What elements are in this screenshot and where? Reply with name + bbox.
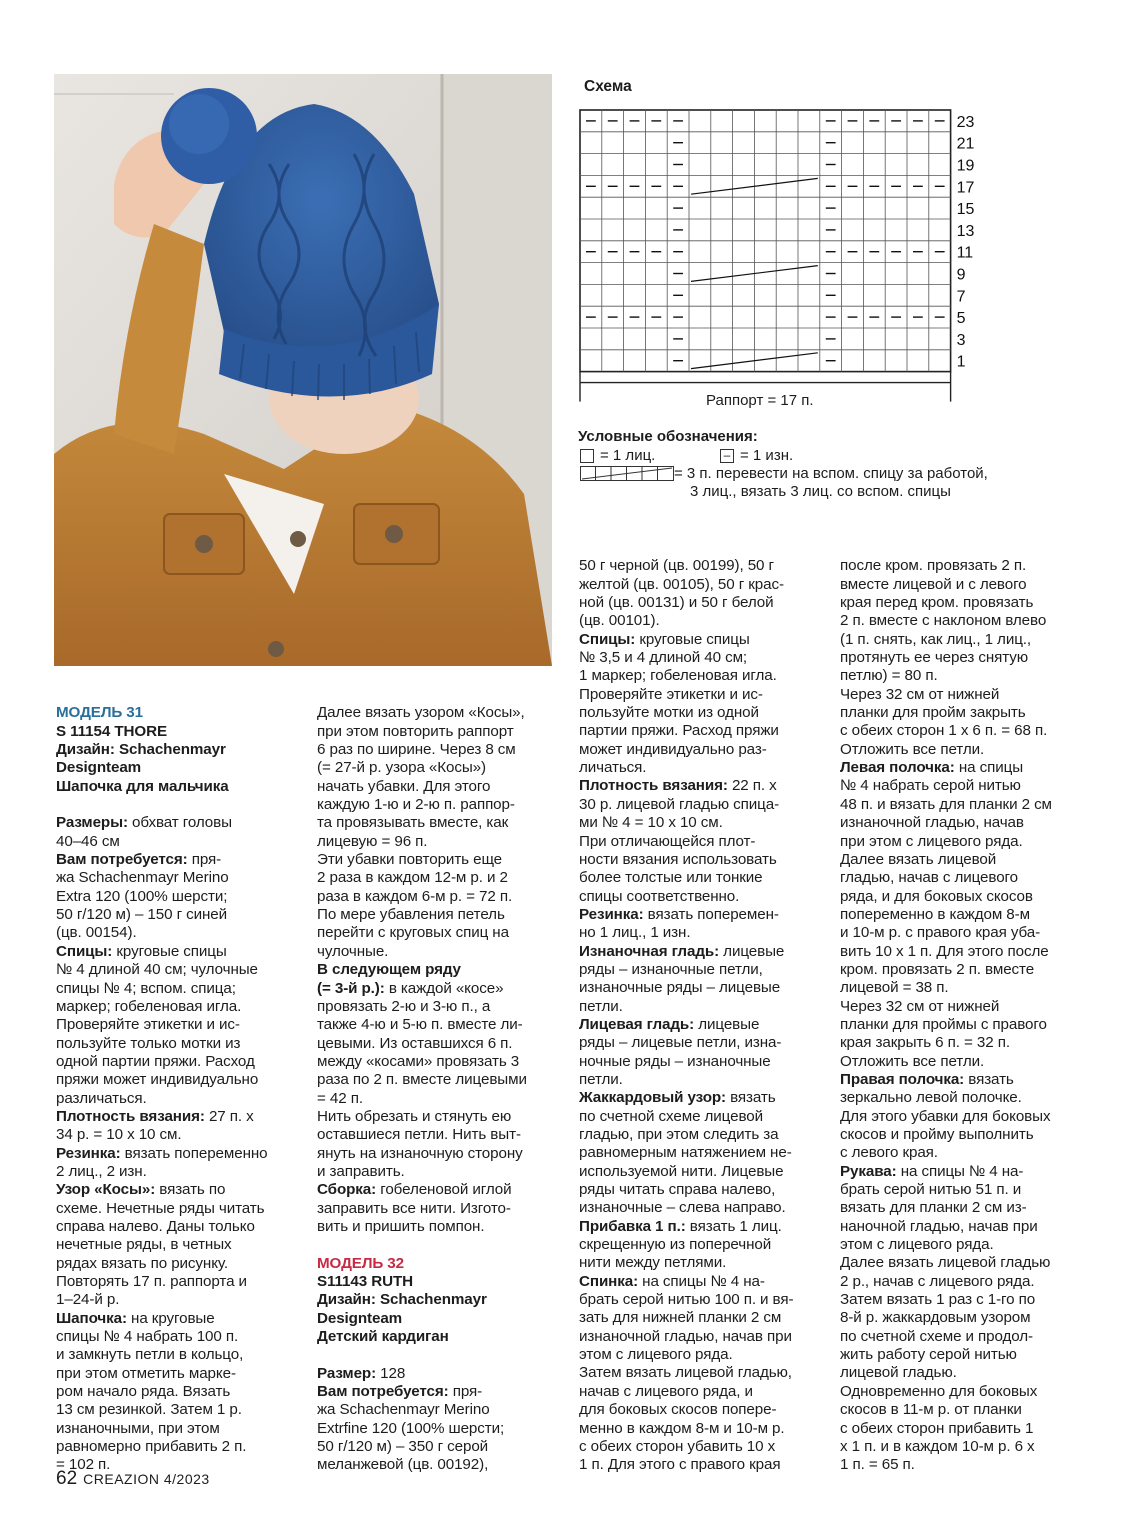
next-row-text-5: между «косами» провязать 3 — [317, 1052, 520, 1070]
hat-text-4: при этом отметить марке- — [56, 1364, 236, 1382]
legend-title: Условные обозначения: — [578, 428, 758, 445]
jacquard-text-7: изнаночные – слева направо. — [579, 1199, 786, 1217]
col2-line-11: раза в каждом 6-м р. = 72 п. — [317, 887, 513, 905]
col4-line-5: (1 п. снять, как лиц., 1 лиц., — [840, 630, 1032, 648]
hat-text-6: 13 см резинкой. Затем 1 р. — [56, 1401, 242, 1419]
stockinette-text: лицевые — [694, 1015, 760, 1033]
model-31-design: Дизайн: Schachenmayr — [56, 741, 226, 759]
rib32-text: вязать поперемен- — [643, 905, 779, 923]
col2-line-1: Далее вязать узором «Косы», — [317, 704, 525, 722]
cable-text-7: 1–24-й р. — [56, 1291, 120, 1309]
needles-text-6: пользуйте только мотки из — [56, 1034, 241, 1052]
reverse-stockinette-text-4: петли. — [579, 997, 623, 1015]
left-front-label: Левая полочка: — [840, 759, 955, 777]
stockinette-text-3: ночные ряды – изнаночные — [579, 1052, 771, 1070]
density32-text-2: 30 р. лицевой гладью спица- — [579, 795, 780, 813]
increase-text-2: скрещенную из поперечной — [579, 1236, 772, 1254]
assembly-text-3: вить и пришить помпон. — [317, 1217, 485, 1235]
rib32-text-2: но 1 лиц., 1 изн. — [579, 924, 691, 942]
hat-text-8: равномерно прибавить 2 п. — [56, 1438, 247, 1456]
density32-text-4: При отличающейся плот- — [579, 832, 756, 850]
back-text-8: для боковых скосов попере- — [579, 1401, 777, 1419]
needles-text-8: пряжи может индивидуально — [56, 1071, 259, 1089]
row-label-17: 17 — [956, 179, 975, 197]
hat-text-7: изнаночными, при этом — [56, 1419, 220, 1437]
assembly-text: гобеленовой иглой — [376, 1181, 512, 1199]
back-label: Спинка: — [579, 1272, 639, 1290]
hat-photo-illustration — [54, 74, 552, 666]
next-row-text-9: оставшиеся петли. Нить выт- — [317, 1126, 521, 1144]
col4-line-4: 2 п. вместе с наклоном влево — [840, 612, 1047, 630]
model-32-design: Дизайн: Schachenmayr — [317, 1291, 487, 1309]
left-front-text-4: изнаночной гладью, начав — [840, 814, 1024, 832]
jacquard-text-5: используемой нити. Лицевые — [579, 1162, 784, 1180]
col4-line-10: с обеих сторон 1 х 6 п. = 68 п. — [840, 722, 1048, 740]
jacquard-text-6: ряды читать справа налево, — [579, 1181, 776, 1199]
density32-label: Плотность вязания: — [579, 777, 728, 795]
density-text: 27 п. х — [204, 1107, 254, 1125]
need32-text-2: жа Schachenmayr Merino — [317, 1401, 490, 1419]
size-label: Размер: — [317, 1364, 377, 1382]
needles32-label: Спицы: — [579, 630, 636, 648]
left-front-text-17: Отложить все петли. — [840, 1052, 985, 1070]
sleeves-text-12: лицевой гладью. — [840, 1364, 957, 1382]
need32-text-5: меланжевой (цв. 00192), — [317, 1456, 489, 1474]
stockinette-label: Лицевая гладь: — [579, 1015, 695, 1033]
hat-text-9: = 102 п. — [56, 1456, 111, 1474]
sleeves-text-7: 2 р., начав с лицевого ряда. — [840, 1272, 1035, 1290]
legend-knit: = 1 лиц. — [600, 446, 656, 464]
rib-text-2: 2 лиц., 2 изн. — [56, 1162, 147, 1180]
back-text-2: брать серой нитью 100 п. и вя- — [579, 1291, 794, 1309]
right-front-text-4: скосов и пройму выполнить — [840, 1126, 1034, 1143]
need-text-2: жа Schachenmayr Merino — [56, 869, 229, 887]
needles32-text-4: Проверяйте этикетки и ис- — [579, 685, 763, 703]
col4-line-11: Отложить все петли. — [840, 740, 985, 758]
back-text-7: начав с лицевого ряда, и — [579, 1382, 753, 1400]
model-31-design2: Designteam — [56, 759, 142, 777]
col2-line-12: По мере убавления петель — [317, 906, 505, 924]
hat-label: Шапочка: — [56, 1309, 127, 1327]
back-text-9: менно в каждом 8-м и 10-м р. — [579, 1419, 785, 1437]
hat-text-5: ром начало ряда. Вязать — [56, 1383, 231, 1401]
col4-line-1: после кром. провязать 2 п. — [840, 557, 1027, 575]
col4-line-7: петлю) = 80 п. — [840, 667, 938, 685]
col2-line-7: та провязывать вместе, как — [317, 814, 509, 832]
needles-text: круговые спицы — [112, 942, 227, 960]
sleeves-text-2: брать серой нитью 51 п. и — [840, 1181, 1022, 1199]
density-label: Плотность вязания: — [56, 1107, 205, 1125]
row-label-9: 9 — [956, 266, 966, 284]
sleeves-text-6: Далее вязать лицевой гладью — [840, 1254, 1051, 1272]
sleeves-text-9: 8-й р. жаккардовым узором — [840, 1309, 1031, 1327]
next-row-text-4: цевыми. Из оставшихся 6 п. — [317, 1034, 513, 1052]
cable-text-5: рядах вязать по рисунку. — [56, 1254, 229, 1272]
next-row-text-11: и заправить. — [317, 1162, 405, 1180]
column-3 — [579, 539, 793, 1493]
sleeves-label: Рукава: — [840, 1162, 897, 1180]
cable-text-6: Повторять 17 п. раппорта и — [56, 1273, 247, 1290]
need-text: пря- — [187, 851, 222, 869]
need32-label: Вам потребуется: — [317, 1383, 449, 1401]
sleeves-text-8: Затем вязать 1 раз с 1-го по — [840, 1291, 1036, 1309]
reverse-stockinette-text-2: ряды – изнаночные петли, — [579, 960, 763, 978]
next-row-label: В следующем ряду — [317, 961, 461, 979]
next-row-text-7: = 42 п. — [317, 1089, 363, 1107]
right-front-label: Правая полочка: — [840, 1070, 965, 1088]
col3-line-1: 50 г черной (цв. 00199), 50 г — [579, 557, 774, 575]
legend-cable-line2: 3 лиц., вязать 3 лиц. со вспом. спицы — [690, 482, 951, 500]
hat-text: на круговые — [126, 1309, 215, 1327]
jacquard-label: Жаккардовый узор: — [579, 1089, 727, 1107]
purl-stitch-icon: – — [720, 449, 734, 463]
sizes-text: обхват головы — [127, 814, 232, 832]
next-row-text: в каждой «косе» — [384, 979, 504, 997]
page-number: 62 — [56, 1468, 78, 1489]
chart-title: Схема — [584, 78, 632, 95]
left-front-text-14: Через 32 см от нижней — [840, 997, 1000, 1015]
right-front-text-2: зеркально левой полочке. — [840, 1089, 1022, 1107]
cable-text: вязать по — [155, 1181, 226, 1199]
needles-text-5: Проверяйте этикетки и ис- — [56, 1016, 240, 1034]
back-text-3: зать для нижней планки 2 см — [579, 1309, 782, 1327]
back-text-10: с обеих сторон убавить 10 х — [579, 1437, 776, 1455]
legend-purl: = 1 изн. — [740, 446, 794, 464]
needles-label: Спицы: — [56, 942, 113, 960]
density32-text-5: ности вязания использовать — [579, 850, 777, 868]
next-row-label-2: (= 3-й р.): — [317, 979, 385, 997]
stockinette-text-4: петли. — [579, 1070, 623, 1088]
need32-text-4: 50 г/120 м) – 350 г серой — [317, 1438, 489, 1456]
sleeves-text: на спицы № 4 на- — [896, 1162, 1024, 1180]
photo-boy-blue-hat — [54, 74, 552, 666]
col2-line-14: чулочные. — [317, 942, 389, 960]
right-front-text: вязать — [964, 1070, 1014, 1088]
col2-line-4: (= 27-й р. узора «Косы») — [317, 759, 486, 777]
needles-text-2: № 4 длиной 40 см; чулочные — [56, 961, 258, 979]
row-label-5: 5 — [956, 310, 966, 328]
cable-text-2: схеме. Нечетные ряды читать — [56, 1199, 265, 1217]
next-row-text-8: Нить обрезать и стянуть ею — [317, 1107, 512, 1125]
next-row-text-10: януть на изнаночную сторону — [317, 1144, 523, 1162]
model-31-code: S 11154 THORE — [56, 722, 167, 740]
col3-line-2: желтой (цв. 00105), 50 г крас- — [579, 575, 784, 593]
chart-row-labels — [957, 114, 975, 371]
model-32-design2: Designteam — [317, 1309, 403, 1327]
col4-line-3: края перед кром. провязать — [840, 594, 1034, 612]
density-text-2: 34 р. = 10 х 10 см. — [56, 1126, 182, 1144]
cable-stitch-icon — [580, 466, 674, 481]
row-label-21: 21 — [956, 135, 975, 153]
left-front-text-7: гладью, начав с лицевого — [840, 869, 1018, 887]
row-label-3: 3 — [956, 331, 966, 349]
left-front-text-10: и 10-м р. с правого края уба- — [840, 924, 1041, 942]
cable-text-4: нечетные ряды, в четных — [56, 1236, 232, 1254]
left-front-text-12: кром. провязать 2 п. вместе — [840, 960, 1035, 978]
back-text: на спицы № 4 на- — [638, 1272, 765, 1290]
needles-text-9: различаться. — [56, 1089, 147, 1107]
col2-line-9: Эти убавки повторить еще — [317, 851, 503, 869]
cable-label: Узор «Косы»: — [56, 1181, 156, 1199]
need-text-3: Extra 120 (100% шерсти; — [56, 887, 228, 905]
sleeves-text-11: жить работу серой нитью — [840, 1346, 1017, 1364]
sleeves-text-17: 1 п. = 65 п. — [840, 1456, 915, 1474]
assembly-label: Сборка: — [317, 1181, 377, 1199]
jacquard-text-4: равномерным натяжением не- — [579, 1144, 792, 1162]
col2-line-5: начать убавки. Для этого — [317, 777, 491, 795]
next-row-text-6: раза по 2 п. вместе лицевыми — [317, 1071, 527, 1089]
left-front-text-6: Далее вязать лицевой — [840, 850, 997, 868]
sleeves-text-5: этом с лицевого ряда. — [840, 1236, 994, 1254]
row-label-13: 13 — [956, 222, 975, 240]
increase-text-3: нити между петлями. — [579, 1254, 727, 1272]
jacquard-text-3: гладью, при этом следить за — [579, 1126, 779, 1143]
sleeves-text-3: вязать для планки 2 см из- — [840, 1199, 1027, 1217]
needles-text-4: маркер; гобеленовая игла. — [56, 997, 242, 1015]
needles32-text-5: пользуйте мотки из одной — [579, 704, 759, 722]
back-text-5: этом с лицевого ряда. — [579, 1346, 733, 1364]
model-31-label: МОДЕЛЬ 31 — [56, 704, 143, 722]
next-row-text-3: также 4-ю и 5-ю п. вместе ли- — [317, 1016, 523, 1034]
needles32-text-7: может индивидуально раз- — [579, 740, 767, 758]
legend-cable-line1: = 3 п. перевести на вспом. спицу за работой, — [674, 464, 988, 482]
density32-text-3: ми № 4 = 10 х 10 см. — [579, 814, 723, 832]
sleeves-text-4: наночной гладью, начав при — [840, 1217, 1038, 1235]
left-front-text-11: вить 10 х 1 п. Для этого после — [840, 942, 1049, 960]
needles32-text-8: личаться. — [579, 759, 647, 777]
left-front-text-16: края закрыть 6 п. = 32 п. — [840, 1034, 1010, 1052]
model-32-code: S11143 RUTH — [317, 1273, 413, 1290]
left-front-text-8: ряда, и для боковых скосов — [840, 887, 1033, 905]
sleeves-text-13: Одновременно для боковых — [840, 1382, 1038, 1400]
left-front-text-9: попеременно в каждом 8-м — [840, 905, 1030, 923]
left-front-text-3: 48 п. и вязать для планки 2 см — [840, 795, 1052, 813]
col4-line-9: планки для пройм закрыть — [840, 704, 1026, 722]
col2-line-8: лицевую = 96 п. — [317, 832, 428, 850]
need-text-4: 50 г/120 м) – 150 г синей — [56, 906, 228, 924]
column-model-31 — [56, 686, 268, 1493]
right-front-text-5: с левого края. — [840, 1144, 938, 1162]
stockinette-text-2: ряды – лицевые петли, изна- — [579, 1034, 782, 1052]
sleeves-text-10: по счетной схеме и продол- — [840, 1327, 1034, 1345]
back-text-11: 1 п. Для этого с правого края — [579, 1456, 781, 1474]
rib32-label: Резинка: — [579, 905, 644, 923]
rib-text: вязать попеременно — [120, 1144, 268, 1162]
row-label-7: 7 — [956, 288, 966, 306]
need32-text-3: Extrfine 120 (100% шерсти; — [317, 1419, 505, 1437]
row-label-19: 19 — [956, 157, 975, 175]
left-front-text-2: № 4 набрать серой нитью — [840, 777, 1021, 795]
col2-line-2: при этом повторить раппорт — [317, 722, 514, 740]
jacquard-text-2: по счетной схеме лицевой — [579, 1107, 763, 1125]
left-front-text-13: лицевой = 38 п. — [840, 979, 949, 997]
col2-line-10: 2 раза в каждом 12-м р. и 2 — [317, 869, 508, 887]
knit-stitch-icon — [580, 449, 594, 463]
magazine-issue: CREAZION 4/2023 — [83, 1471, 210, 1487]
need-text-5: (цв. 00154). — [56, 924, 137, 942]
next-row-text-2: провязать 2-ю и 3-ю п., а — [317, 997, 491, 1015]
size-text: 128 — [376, 1364, 406, 1382]
rib-label: Резинка: — [56, 1144, 121, 1162]
col2-line-13: перейти с круговых спиц на — [317, 924, 509, 942]
sleeves-text-14: скосов в 11-м р. от планки — [840, 1401, 1022, 1419]
cable-text-3: справа налево. Даны только — [56, 1217, 255, 1235]
chart-grid — [580, 110, 951, 402]
col4-line-2: вместе лицевой и с левого — [840, 575, 1027, 593]
model-32-label: МОДЕЛЬ 32 — [317, 1254, 404, 1272]
reverse-stockinette-text: лицевые — [719, 942, 785, 960]
column-2 — [317, 686, 527, 1493]
needles32-text-6: партии пряжи. Расход пряжи — [579, 722, 779, 740]
sleeves-text-15: с обеих сторон прибавить 1 — [840, 1419, 1034, 1437]
need32-text: пря- — [448, 1383, 483, 1401]
need-label: Вам потребуется: — [56, 851, 188, 869]
needles32-text-3: 1 маркер; гобеленовая игла. — [579, 667, 777, 685]
row-label-23: 23 — [956, 113, 975, 131]
density32-text-6: более толстые или тонкие — [579, 869, 763, 887]
reverse-stockinette-text-3: изнаночные ряды – лицевые — [579, 979, 781, 997]
left-front-text-5: при этом с лицевого ряда. — [840, 832, 1023, 850]
needles32-text: круговые спицы — [635, 630, 750, 648]
col4-line-8: Через 32 см от нижней — [840, 685, 1000, 703]
knitting-chart — [578, 108, 998, 428]
hat-text-2: спицы № 4 набрать 100 п. — [56, 1328, 239, 1346]
needles-text-7: одной партии пряжи. Расход — [56, 1052, 255, 1070]
chart-repeat-caption: Раппорт = 17 п. — [706, 392, 814, 409]
model-32-product: Детский кардиган — [317, 1328, 449, 1346]
density32-text-7: спицы соответственно. — [579, 887, 740, 905]
jacquard-text: вязать — [726, 1089, 776, 1107]
row-label-1: 1 — [956, 353, 966, 371]
col3-line-4: (цв. 00101). — [579, 612, 660, 630]
sleeves-text-16: х 1 п. и в каждом 10-м р. 6 х — [840, 1437, 1035, 1455]
page-footer — [56, 1468, 210, 1490]
col2-line-3: 6 раз по ширине. Через 8 см — [317, 741, 516, 759]
needles32-text-2: № 3,5 и 4 длиной 40 см; — [579, 649, 748, 667]
hat-text-3: и замкнуть петли в кольцо, — [56, 1346, 244, 1364]
col2-line-6: каждую 1-ю и 2-ю п. раппор- — [317, 796, 515, 814]
sizes-label: Размеры: — [56, 814, 128, 832]
increase-text: вязать 1 лиц. — [685, 1217, 782, 1235]
needles-text-3: спицы № 4; вспом. спица; — [56, 979, 236, 997]
reverse-stockinette-label: Изнаночная гладь: — [579, 942, 720, 960]
row-label-11: 11 — [956, 244, 974, 262]
model-31-product: Шапочка для мальчика — [56, 777, 229, 795]
col3-line-3: ной (цв. 00131) и 50 г белой — [579, 594, 774, 612]
col4-line-6: протянуть ее через снятую — [840, 649, 1029, 667]
increase-label: Прибавка 1 п.: — [579, 1217, 686, 1235]
sizes-text-2: 40–46 см — [56, 832, 120, 850]
back-text-4: изнаночной гладью, начав при — [579, 1327, 792, 1345]
density32-text: 22 п. х — [727, 777, 777, 795]
left-front-text: на спицы — [954, 759, 1024, 777]
right-front-text-3: Для этого убавки для боковых — [840, 1107, 1051, 1125]
chart-legend — [578, 428, 988, 501]
row-label-15: 15 — [956, 201, 975, 219]
column-4 — [840, 539, 1052, 1493]
assembly-text-2: заправить все нити. Изгото- — [317, 1199, 511, 1217]
back-text-6: Затем вязать лицевой гладью, — [579, 1364, 792, 1382]
left-front-text-15: планки для проймы с правого — [840, 1015, 1047, 1033]
